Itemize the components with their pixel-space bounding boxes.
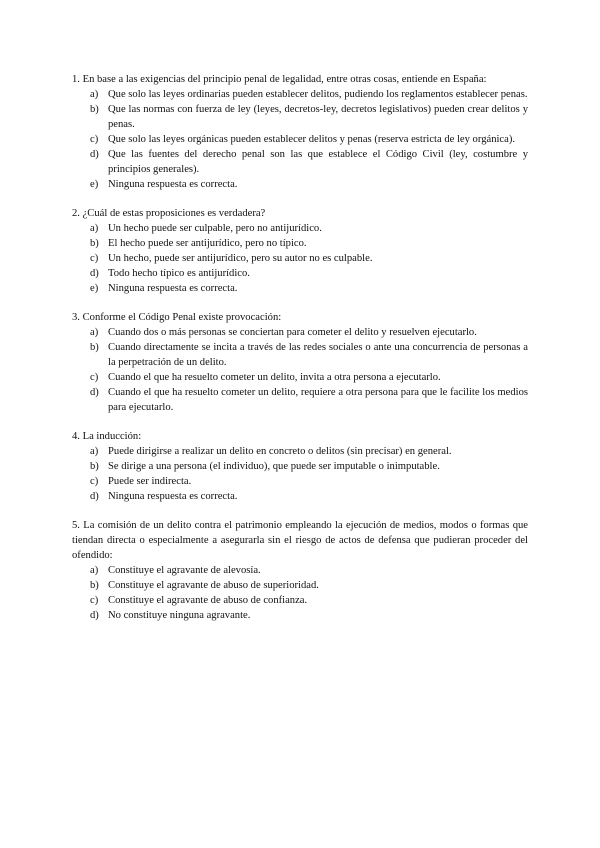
option-text: Cuando el que ha resuelto cometer un delito, invita a otra persona a ejecutarlo.: [108, 372, 441, 383]
option-text: Cuando directamente se incita a través de las redes sociales o ante una concurrencia de personas a la perpetración de un delito.: [108, 342, 528, 368]
option-item: [90, 370, 528, 385]
question-text: 2. ¿Cuál de estas proposiciones es verdadera?: [72, 208, 266, 219]
option-letter: c): [90, 595, 99, 606]
option-text: El hecho puede ser antijurídico, pero no típico.: [108, 238, 307, 249]
option-letter: d): [90, 149, 99, 160]
option-item: [90, 593, 528, 608]
option-text: Constituye el agravante de abuso de superioridad.: [108, 580, 319, 591]
option-text: Ninguna respuesta es correcta.: [108, 491, 238, 502]
option-item: [90, 177, 528, 192]
option-letter: a): [90, 565, 99, 576]
options-list: [72, 87, 528, 192]
option-letter: d): [90, 387, 99, 398]
option-item: [90, 578, 528, 593]
question-4: [72, 429, 528, 504]
option-letter: a): [90, 446, 99, 457]
option-text: Ninguna respuesta es correcta.: [108, 283, 238, 294]
option-letter: e): [90, 179, 99, 190]
option-item: [90, 489, 528, 504]
option-letter: c): [90, 253, 99, 264]
option-letter: c): [90, 372, 99, 383]
option-letter: b): [90, 580, 99, 591]
option-letter: b): [90, 342, 99, 353]
option-item: [90, 385, 528, 415]
option-item: [90, 325, 528, 340]
options-list: [72, 325, 528, 415]
question-1: [72, 72, 528, 192]
option-item: [90, 459, 528, 474]
option-text: Un hecho puede ser culpable, pero no antijurídico.: [108, 223, 322, 234]
option-letter: b): [90, 238, 99, 249]
option-text: Que solo las leyes orgánicas pueden establecer delitos y penas (reserva estricta de ley orgánica).: [108, 134, 516, 145]
option-letter: a): [90, 89, 99, 100]
option-text: Ninguna respuesta es correcta.: [108, 179, 238, 190]
option-text: Constituye el agravante de alevosía.: [108, 565, 261, 576]
option-text: Cuando el que ha resuelto cometer un delito, requiere a otra persona para que le facilite los medios para ejecutarlo.: [108, 387, 528, 413]
option-item: [90, 102, 528, 132]
question-text: 1. En base a las exigencias del principio penal de legalidad, entre otras cosas, entiende en España:: [72, 74, 487, 85]
options-list: [72, 563, 528, 623]
question-5: [72, 518, 528, 623]
option-letter: d): [90, 491, 99, 502]
question-text: 3. Conforme el Código Penal existe provocación:: [72, 312, 282, 323]
option-letter: c): [90, 476, 99, 487]
option-letter: a): [90, 327, 99, 338]
option-text: Cuando dos o más personas se conciertan para cometer el delito y resuelven ejecutarlo.: [108, 327, 477, 338]
option-text: Puede dirigirse a realizar un delito en concreto o delitos (sin precisar) en general.: [108, 446, 452, 457]
option-letter: c): [90, 134, 99, 145]
option-item: [90, 221, 528, 236]
option-item: [90, 563, 528, 578]
option-text: Todo hecho típico es antijurídico.: [108, 268, 250, 279]
options-list: [72, 444, 528, 504]
option-item: [90, 147, 528, 177]
question-3: [72, 310, 528, 415]
option-item: [90, 474, 528, 489]
option-text: Un hecho, puede ser antijurídico, pero su autor no es culpable.: [108, 253, 373, 264]
option-item: [90, 608, 528, 623]
option-item: [90, 281, 528, 296]
option-item: [90, 266, 528, 281]
option-item: [90, 444, 528, 459]
option-item: [90, 251, 528, 266]
option-item: [90, 340, 528, 370]
option-letter: e): [90, 283, 99, 294]
option-text: Que las fuentes del derecho penal son las que establece el Código Civil (ley, costumbre y principios generales).: [108, 149, 528, 175]
option-text: No constituye ninguna agravante.: [108, 610, 251, 621]
option-text: Que las normas con fuerza de ley (leyes, decretos-ley, decretos legislativos) pueden crear delitos y penas.: [108, 104, 528, 130]
question-text: 5. La comisión de un delito contra el patrimonio empleando la ejecución de medios, modos o formas que tiendan directa o especialmente a asegurarla sin el riesgo de actos de defensa que pudieran proceder del ofendido:: [72, 520, 528, 561]
options-list: [72, 221, 528, 296]
option-item: [90, 87, 528, 102]
option-letter: d): [90, 610, 99, 621]
option-text: Puede ser indirecta.: [108, 476, 192, 487]
document-page: [72, 72, 528, 637]
option-item: [90, 132, 528, 147]
option-letter: d): [90, 268, 99, 279]
option-letter: b): [90, 461, 99, 472]
question-text: 4. La inducción:: [72, 431, 142, 442]
option-text: Constituye el agravante de abuso de confianza.: [108, 595, 308, 606]
question-2: [72, 206, 528, 296]
option-text: Se dirige a una persona (el individuo), que puede ser imputable o inimputable.: [108, 461, 440, 472]
option-letter: b): [90, 104, 99, 115]
option-text: Que solo las leyes ordinarias pueden establecer delitos, pudiendo los reglamentos establecer penas.: [108, 89, 528, 100]
option-item: [90, 236, 528, 251]
option-letter: a): [90, 223, 99, 234]
